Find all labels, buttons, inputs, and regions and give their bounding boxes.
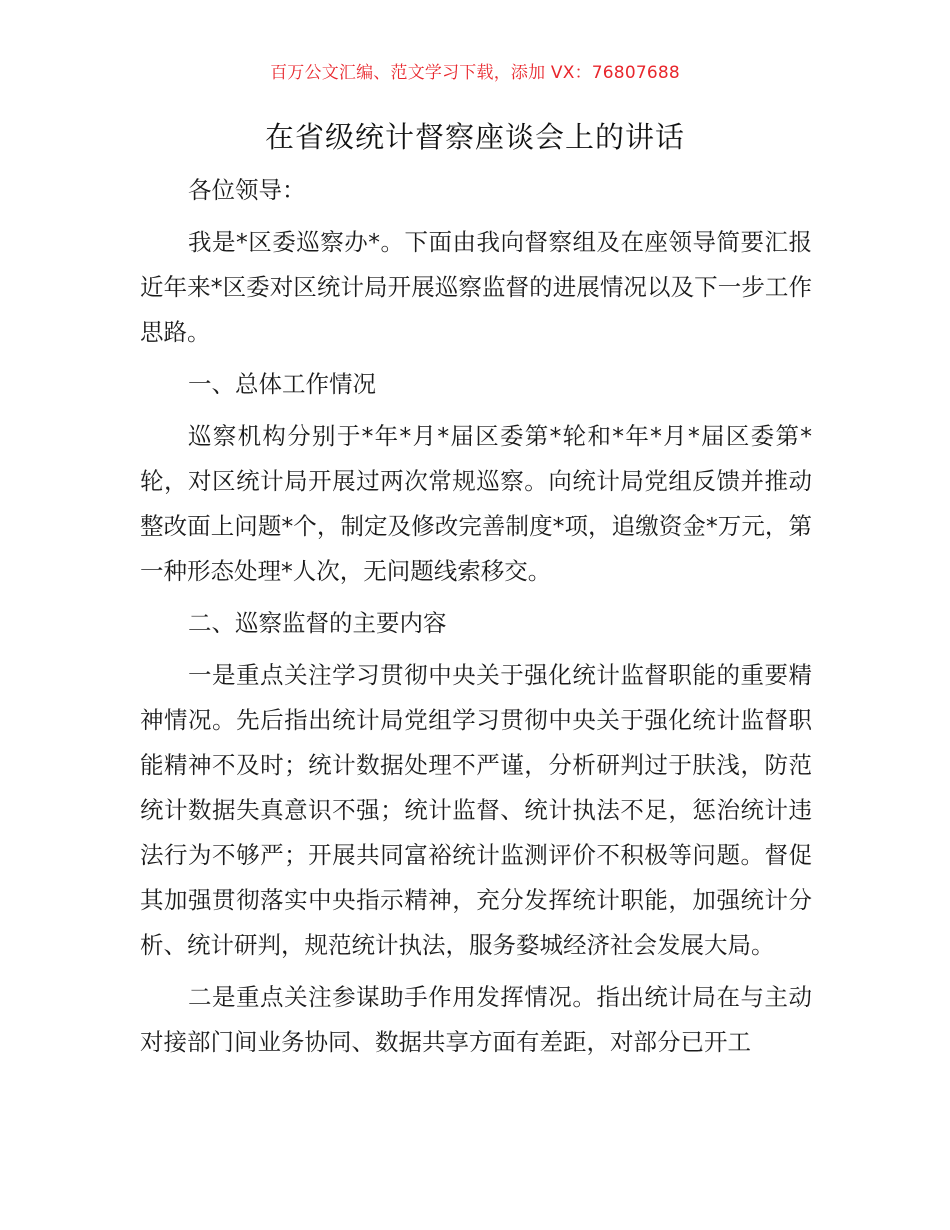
point-one-paragraph: 一是重点关注学习贯彻中央关于强化统计监督职能的重要精神情况。先后指出统计局党组学习贯彻中央关于强化统计监督职能精神不及时；统计数据处理不严谨，分析研判过于肤浅，防范统计数据失真意识不强；统计监督、统计执法不足，惩治统计违法行为不够严；开展共同富裕统计监测评价不积极等问题。督促其加强贯彻落实中央指示精神，充分发挥统计职能，加强统计分析、统计研判，规范统计执法，服务婺城经济社会发展大局。 [140, 661, 812, 959]
header-watermark-text: 百万公文汇编、范文学习下载，添加 VX：76807688 [270, 63, 680, 83]
overview-paragraph: 巡察机构分别于*年*月*届区委第*轮和*年*月*届区委第*轮，对区统计局开展过两次常规巡察。向统计局党组反馈并推动整改面上问题*个，制定及修改完善制度*项，追缴资金*万元，第一种形态处理*人次，无问题线索移交。 [140, 422, 812, 585]
document-title: 在省级统计督察座谈会上的讲话 [264, 120, 685, 154]
section-heading-2: 二、巡察监督的主要内容 [188, 609, 447, 637]
section-heading-1: 一、总体工作情况 [188, 370, 376, 398]
point-two-paragraph: 二是重点关注参谋助手作用发挥情况。指出统计局在与主动对接部门间业务协同、数据共享方面有差距，对部分已开工 [140, 983, 812, 1056]
intro-paragraph: 我是*区委巡察办*。下面由我向督察组及在座领导简要汇报近年来*区委对区统计局开展巡察监督的进展情况以及下一步工作思路。 [140, 228, 812, 346]
document-body [140, 168, 812, 1072]
salutation-paragraph: 各位领导： [188, 176, 306, 204]
